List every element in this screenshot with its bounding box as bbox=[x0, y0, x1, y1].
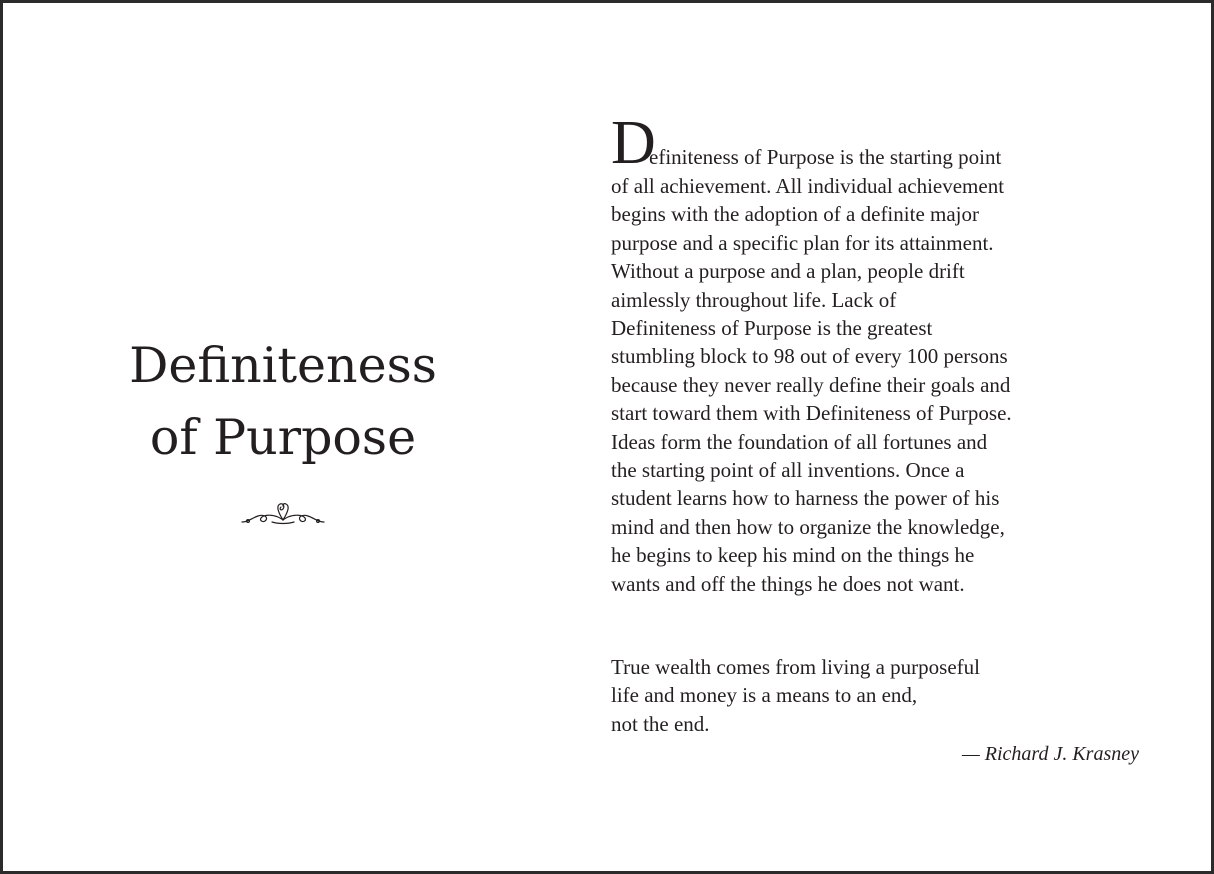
body-line: purpose and a specific plan for its attainment. bbox=[611, 230, 994, 255]
body-line: Definiteness of Purpose is the greatest bbox=[611, 316, 933, 341]
chapter-title bbox=[100, 330, 466, 474]
body-line: of all achievement. All individual achievement bbox=[611, 174, 1005, 198]
body-line: student learns how to harness the power of his bbox=[611, 486, 1000, 511]
quote-line: True wealth comes from living a purposeful bbox=[611, 655, 980, 679]
first-line-text: efiniteness of Purpose is the starting point bbox=[649, 145, 1002, 169]
quote-block bbox=[611, 653, 1081, 738]
body-line: he begins to keep his mind on the things he bbox=[611, 543, 975, 568]
body-line: because they never really define their goals and bbox=[611, 372, 1011, 397]
body-line: the starting point of all inventions. Once a bbox=[611, 458, 965, 483]
body-line: Without a purpose and a plan, people drift bbox=[611, 259, 965, 284]
quote-attribution: — Richard J. Krasney bbox=[961, 743, 1139, 765]
body-line: aimlessly throughout life. Lack of bbox=[611, 287, 897, 312]
quote-line: life and money is a means to an end, bbox=[611, 683, 918, 708]
body-line: mind and then how to organize the knowledge, bbox=[611, 514, 1005, 539]
body-line: wants and off the things he does not want. bbox=[611, 571, 965, 596]
drop-cap: D bbox=[611, 109, 656, 177]
chapter-title-line-1: Definiteness bbox=[129, 337, 437, 394]
body-line: stumbling block to 98 out of every 100 persons bbox=[611, 344, 1008, 369]
body-line: Ideas form the foundation of all fortunes and bbox=[611, 429, 988, 454]
flourish-ornament-icon bbox=[238, 498, 328, 530]
first-line bbox=[611, 109, 1081, 177]
quote-line: not the end. bbox=[611, 711, 710, 736]
body-paragraph bbox=[611, 109, 1081, 598]
chapter-title-line-2: of Purpose bbox=[149, 409, 417, 466]
body-line: start toward them with Definiteness of Purpose. bbox=[611, 401, 1012, 426]
body-line: begins with the adoption of a definite major bbox=[611, 202, 979, 227]
